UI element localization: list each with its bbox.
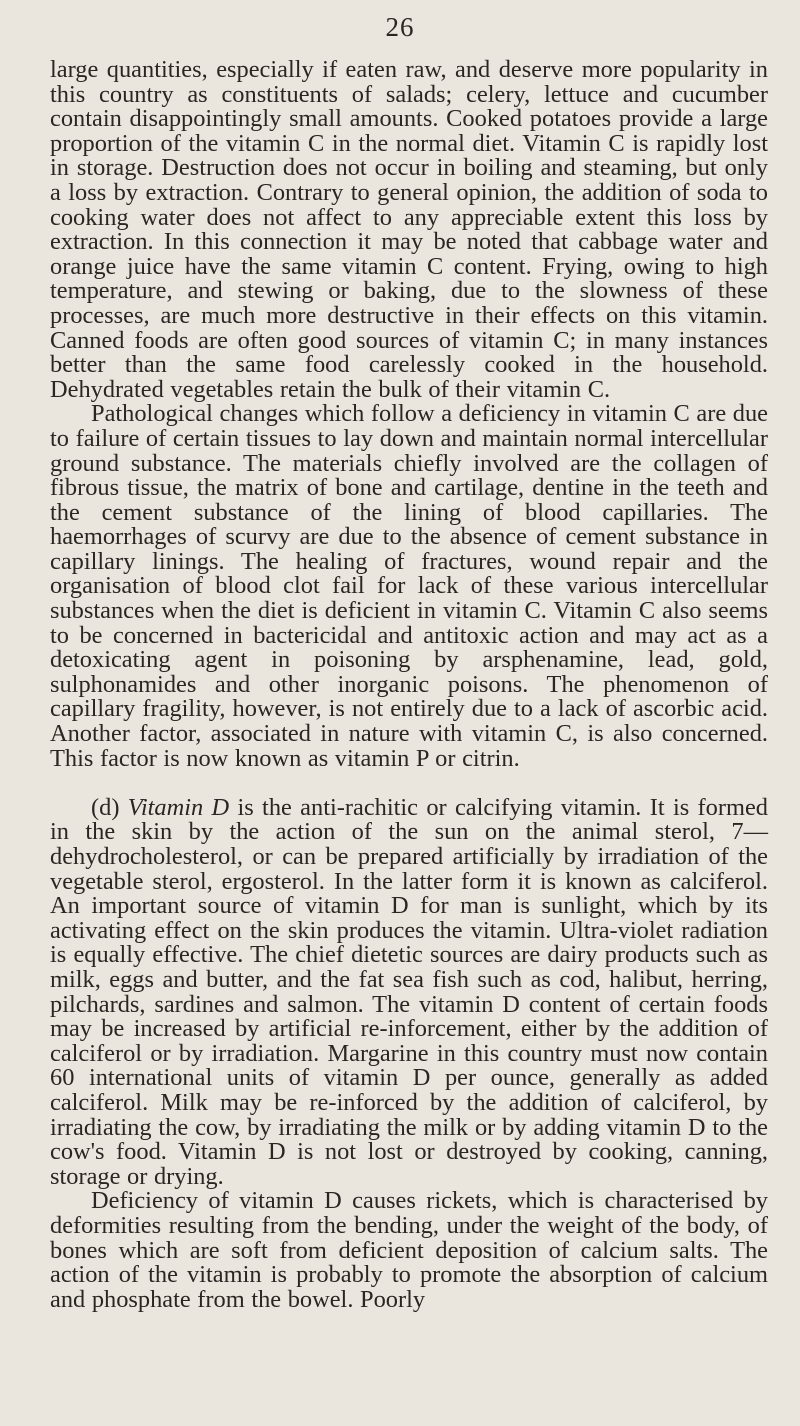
body-text	[50, 58, 768, 1312]
paragraph-vitamin-c-sources: large quantities, especially if eaten raw, and deserve more popularity in this country as constituents of salads; celery, lettuce and cucumber contain disappointingly small amounts. Cooked potatoes provide a large proportion of the vitamin C in the normal diet. Vitamin C is rapidly lost in storage. Destruction does not occur in boiling and steaming, but only a loss by extraction. Contrary to general opinion, the addition of soda to cooking water does not affect to any appreciable extent this loss by extraction. In this connection it may be noted that cabbage water and orange juice have the same vitamin C content. Frying, owing to high temperature, and stewing or baking, due to the slowness of these processes, are much more destructive in their effects on this vitamin. Canned foods are often good sources of vitamin C; in many instances better than the same food carelessly cooked in the household. Dehydrated vegetables retain the bulk of their vitamin C.	[50, 56, 768, 403]
paragraph-vitamin-d-text: is the anti-rachitic or calcifying vitamin. It is formed in the skin by the action of the sun on the animal sterol, 7—dehydrocholesterol, or can be prepared artificially by irradiation of the vegetable sterol, ergosterol. In the latter form it is known as calciferol. An important source of vitamin D for man is sunlight, which by its activating effect on the skin produces the vitamin. Ultra-violet radiation is equally effective. The chief dietetic sources are dairy products such as milk, eggs and butter, and the fat sea fish such as cod, halibut, herring, pilchards, sardines and salmon. The vitamin D content of certain foods may be increased by artificial re-inforcement, either by the addition of calciferol or by irradiation. Margarine in this country must now contain 60 international units of vitamin D per ounce, generally as added calciferol. Milk may be re-inforced by the addition of calciferol, by irradiating the cow, by irradiating the milk or by adding vitamin D to the cow's food. Vitamin D is not lost or destroyed by cooking, canning, storage or drying.	[50, 793, 768, 1190]
paragraph-rickets: Deficiency of vitamin D causes rickets, which is characterised by deformities resulting from the bending, under the weight of the body, of bones which are soft from deficient deposition of calcium salts. The action of the vitamin is probably to promote the absorption of calcium and phosphate from the bowel. Poorly	[50, 1187, 768, 1313]
section-title: Vitamin D	[127, 793, 230, 821]
paragraph-vitamin-d	[50, 793, 768, 1190]
page-number: 26	[385, 12, 415, 42]
paragraph-vitamin-c-deficiency: Pathological changes which follow a deficiency in vitamin C are due to failure of certain tissues to lay down and maintain normal intercellular ground substance. The materials chiefly involved are the collagen of fibrous tissue, the matrix of bone and cartilage, dentine in the teeth and the cement substance of the lining of blood capillaries. The haemorrhages of scurvy are due to the absence of cement substance in capillary linings. The healing of fractures, wound repair and the organisation of blood clot fail for lack of these various intercellular substances when the diet is deficient in vitamin C. Vitamin C also seems to be concerned in bactericidal and antitoxic action and may act as a detoxicating agent in poisoning by arsphenamine, lead, gold, sulphonamides and other inorganic poisons. The phenomenon of capillary fragility, however, is not entirely due to a lack of ascorbic acid. Another factor, associated in nature with vitamin C, is also concerned. This factor is now known as vitamin P or citrin.	[50, 400, 768, 772]
section-label: (d)	[91, 793, 120, 821]
